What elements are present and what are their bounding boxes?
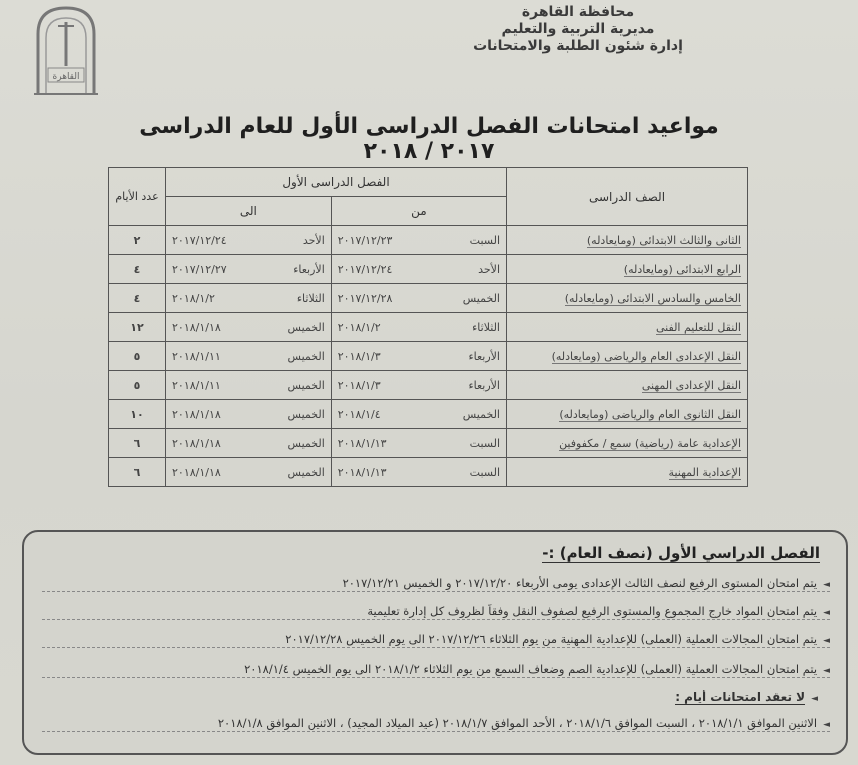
from-cell: الأربعاء ٢٠١٨/١/٣ (331, 342, 506, 371)
table-row (109, 400, 748, 429)
table-row (109, 458, 748, 487)
to-cell: الخميس ٢٠١٨/١/١٨ (166, 458, 332, 487)
no-exam-days: ◄الاثنين الموافق ٢٠١٨/١/١ ، السبت الموافق ٢٠١٨/١/٦ ، الأحد الموافق ٢٠١٨/١/٧ (عيد الميلاد المجيد) ، الاثنين الموافق ٢٠١٨/١/٨ (42, 716, 830, 732)
grade-cell: النقل الإعدادى العام والرياضى (ومايعادله) (507, 342, 748, 371)
from-cell: الثلاثاء ٢٠١٨/١/٢ (331, 313, 506, 342)
letterhead (448, 4, 708, 55)
from-cell: الخميس ٢٠١٨/١/٤ (331, 400, 506, 429)
days-cell: ٤ (109, 255, 166, 284)
days-cell: ٤ (109, 284, 166, 313)
table-row (109, 429, 748, 458)
to-cell: الخميس ٢٠١٨/١/١٨ (166, 313, 332, 342)
grade-cell: الخامس والسادس الابتدائى (ومايعادله) (507, 284, 748, 313)
to-cell: الخميس ٢٠١٨/١/١٨ (166, 400, 332, 429)
from-cell: الأربعاء ٢٠١٨/١/٣ (331, 371, 506, 400)
department-name: إدارة شئون الطلبة والامتحانات (473, 38, 683, 54)
to-cell: الخميس ٢٠١٨/١/١١ (166, 371, 332, 400)
from-cell: السبت ٢٠١٨/١/١٣ (331, 458, 506, 487)
note-item: ◄يتم امتحان المجالات العملية (العملى) للإعدادية الصم وضعاف السمع من يوم الثلاثاء ٢٠١٨/١/٢ الى يوم الخميس ٢٠١٨/١/٤ (42, 662, 830, 678)
to-cell: الأربعاء ٢٠١٧/١٢/٢٧ (166, 255, 332, 284)
grade-cell: الإعدادية المهنية (507, 458, 748, 487)
grade-cell: النقل الإعدادى المهنى (507, 371, 748, 400)
days-cell: ٥ (109, 342, 166, 371)
notes-box (22, 530, 848, 755)
table-row (109, 226, 748, 255)
no-exam-title: ◄لا تعقد امتحانات أيام : (675, 690, 818, 704)
directorate-name: مديرية التربية والتعليم (501, 21, 655, 37)
days-cell: ١٢ (109, 313, 166, 342)
header-days: عدد الأيام (109, 168, 166, 226)
header-from: من (331, 197, 506, 226)
note-item: ◄يتم امتحان المواد خارج المجموع والمستوى الرفيع لصفوف النقل وفقاً لظروف كل إدارة تعليمية (42, 604, 830, 620)
cairo-governorate-logo (28, 4, 104, 96)
logo-text: القاهرة (52, 72, 80, 82)
days-cell: ٢ (109, 226, 166, 255)
days-cell: ٦ (109, 429, 166, 458)
table-row (109, 313, 748, 342)
header-term: الفصل الدراسى الأول (166, 168, 507, 197)
grade-cell: النقل للتعليم الفنى (507, 313, 748, 342)
from-cell: السبت ٢٠١٧/١٢/٢٣ (331, 226, 506, 255)
from-cell: الأحد ٢٠١٧/١٢/٢٤ (331, 255, 506, 284)
header-grade: الصف الدراسى (507, 168, 748, 226)
to-cell: الخميس ٢٠١٨/١/١١ (166, 342, 332, 371)
note-item: ◄يتم امتحان المجالات العملية (العملى) للإعدادية المهنية من يوم الثلاثاء ٢٠١٧/١٢/٢٦ الى يوم الخميس ٢٠١٧/١٢/٢٨ (42, 632, 830, 648)
exam-schedule-table (108, 167, 748, 487)
from-cell: الخميس ٢٠١٧/١٢/٢٨ (331, 284, 506, 313)
to-cell: الخميس ٢٠١٨/١/١٨ (166, 429, 332, 458)
table-row (109, 255, 748, 284)
table-row (109, 342, 748, 371)
to-cell: الثلاثاء ٢٠١٨/١/٢ (166, 284, 332, 313)
notes-title: الفصل الدراسي الأول (نصف العام) :- (542, 544, 820, 562)
grade-cell: الرابع الابتدائى (ومايعادله) (507, 255, 748, 284)
to-cell: الأحد ٢٠١٧/١٢/٢٤ (166, 226, 332, 255)
days-cell: ٦ (109, 458, 166, 487)
days-cell: ١٠ (109, 400, 166, 429)
note-item: ◄يتم امتحان المستوى الرفيع لنصف الثالث الإعدادى يومى الأربعاء ٢٠١٧/١٢/٢٠ و الخميس ٢٠١٧/١٢/٢١ (42, 576, 830, 592)
from-cell: السبت ٢٠١٨/١/١٣ (331, 429, 506, 458)
page-title: مواعيد امتحانات الفصل الدراسى الأول للعام الدراسى ٢٠١٧ / ٢٠١٨ (139, 114, 719, 164)
header-to: الى (166, 197, 332, 226)
grade-cell: الثانى والثالث الابتدائى (ومايعادله) (507, 226, 748, 255)
governorate-name: محافظة القاهرة (521, 4, 635, 20)
days-cell: ٥ (109, 371, 166, 400)
table-row (109, 284, 748, 313)
grade-cell: الإعدادية عامة (رياضية) سمع / مكفوفين (507, 429, 748, 458)
grade-cell: النقل الثانوى العام والرياضى (ومايعادله) (507, 400, 748, 429)
table-row (109, 371, 748, 400)
